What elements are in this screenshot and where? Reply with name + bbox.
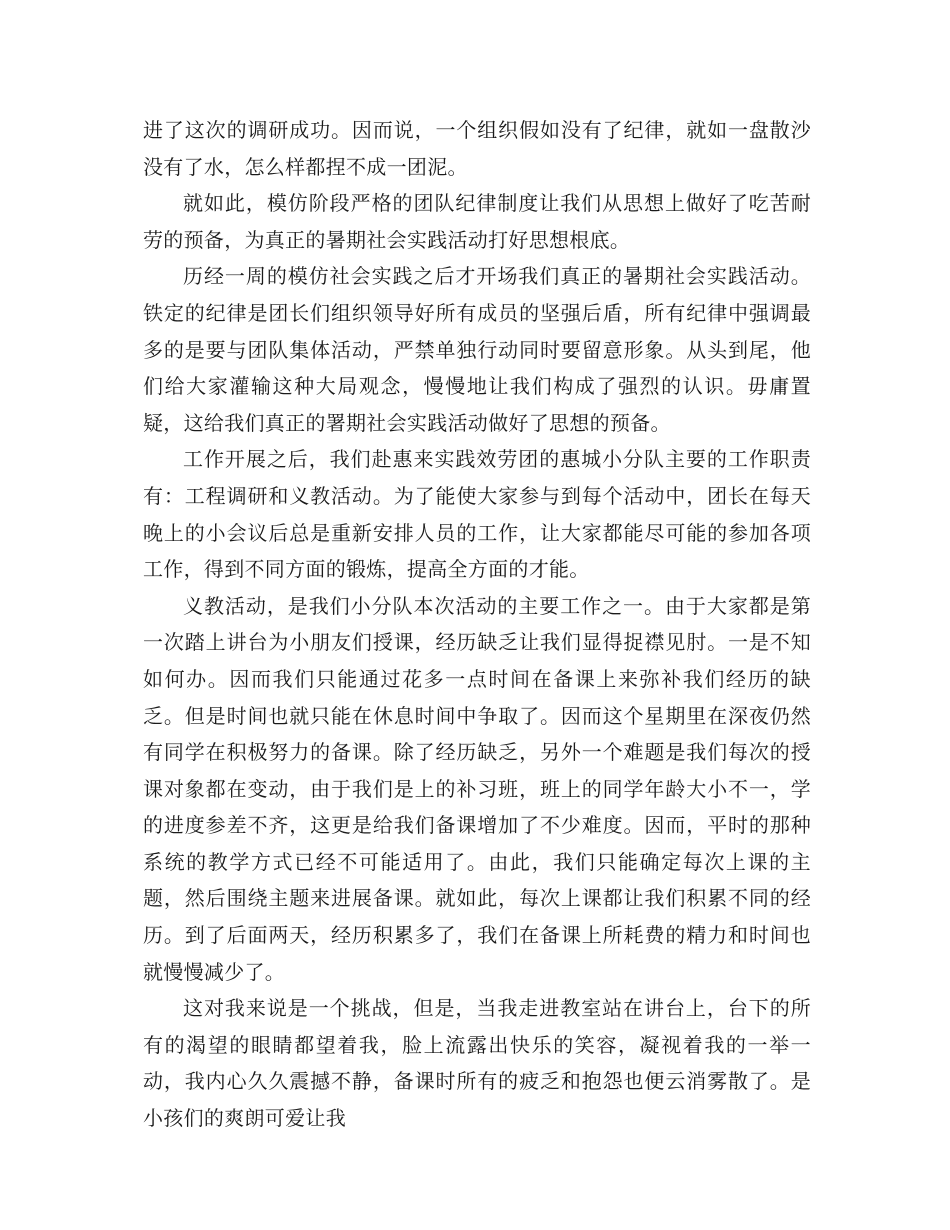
document-body xyxy=(143,112,811,1137)
paragraph: 这对我来说是一个挑战，但是，当我走进教室站在讲台上，台下的所有的渴望的眼睛都望着我，脸上流露出快乐的笑容，凝视着我的一举一动，我内心久久震撼不静，备课时所有的疲乏和抱怨也便云消雾散了。是小孩们的爽朗可爱让我 xyxy=(143,996,811,1131)
paragraph: 就如此，模仿阶段严格的团队纪律制度让我们从思想上做好了吃苦耐劳的预备，为真正的暑期社会实践活动打好思想根底。 xyxy=(143,191,811,252)
paragraph: 进了这次的调研成功。因而说，一个组织假如没有了纪律，就如一盘散沙没有了水，怎么样都捏不成一团泥。 xyxy=(143,118,811,179)
paragraph: 工作开展之后，我们赴惠来实践效劳团的惠城小分队主要的工作职责有：工程调研和义教活动。为了能使大家参与到每个活动中，团长在每天晚上的小会议后总是重新安排人员的工作，让大家都能尽可能的参加各项工作，得到不同方面的锻炼，提高全方面的才能。 xyxy=(143,447,811,582)
paragraph: 历经一周的模仿社会实践之后才开场我们真正的暑期社会实践活动。铁定的纪律是团长们组织领导好所有成员的坚强后盾，所有纪律中强调最多的是要与团队集体活动，严禁单独行动同时要留意形象。从头到尾，他们给大家灌输这种大局观念，慢慢地让我们构成了强烈的认识。毋庸置疑，这给我们真正的署期社会实践活动做好了思想的预备。 xyxy=(143,264,811,435)
paragraph: 义教活动，是我们小分队本次活动的主要工作之一。由于大家都是第一次踏上讲台为小朋友们授课，经历缺乏让我们显得捉襟见肘。一是不知如何办。因而我们只能通过花多一点时间在备课上来弥补我们经历的缺乏。但是时间也就只能在休息时间中争取了。因而这个星期里在深夜仍然有同学在积极努力的备课。除了经历缺乏，另外一个难题是我们每次的授课对象都在变动，由于我们是上的补习班，班上的同学年龄大小不一，学的进度参差不齐，这更是给我们备课增加了不少难度。因而，平时的那种系统的教学方式已经不可能适用了。由此，我们只能确定每次上课的主题，然后围绕主题来进展备课。就如此，每次上课都让我们积累不同的经历。到了后面两天，经历积累多了，我们在备课上所耗费的精力和时间也就慢慢减少了。 xyxy=(143,593,811,984)
